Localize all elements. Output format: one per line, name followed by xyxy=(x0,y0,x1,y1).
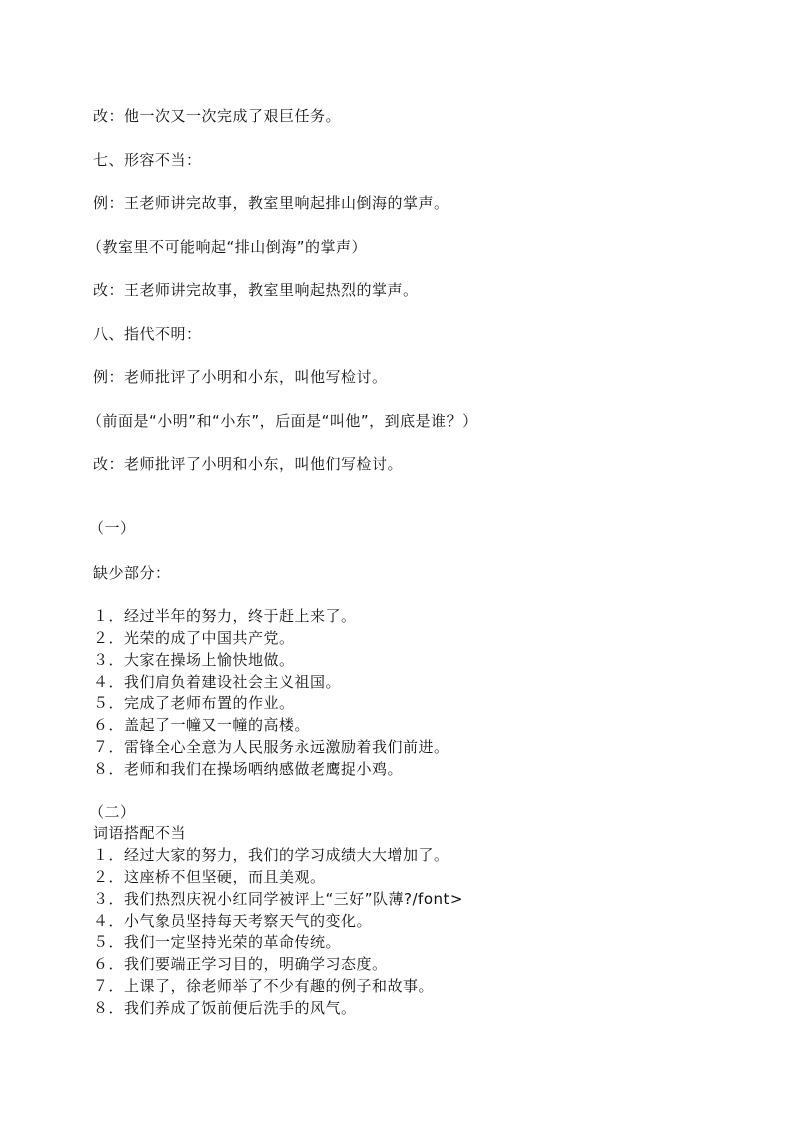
section-two-subtitle: 词语搭配不当 xyxy=(93,824,187,842)
list-item: ２．这座桥不但坚硬，而且美观。 xyxy=(93,868,326,886)
list-item: ３．大家在操场上愉快地做。 xyxy=(93,651,295,669)
list-item: ７．上课了，徐老师举了不少有趣的例子和故事。 xyxy=(93,977,435,995)
section-one-subtitle: 缺少部分： xyxy=(93,564,171,582)
list-item: ５．我们一定坚持光荣的革命传统。 xyxy=(93,933,342,951)
list-item: ６．我们要端正学习目的，明确学习态度。 xyxy=(93,955,388,973)
list-item: ２．光荣的成了中国共产党。 xyxy=(93,629,295,647)
revision-line: 改：他一次又一次完成了艰巨任务。 xyxy=(93,107,342,125)
section-one-title: （一） xyxy=(89,519,136,537)
note-line: （教室里不可能响起“排山倒海”的掌声） xyxy=(87,238,368,256)
revision-line: 改：老师批评了小明和小东，叫他们写检讨。 xyxy=(93,455,404,473)
section-two-title: （二） xyxy=(89,803,136,821)
list-item: １．经过大家的努力，我们的学习成绩大大增加了。 xyxy=(93,846,450,864)
list-item: ６．盖起了一幢又一幢的高楼。 xyxy=(93,716,311,734)
heading-eight: 八、指代不明： xyxy=(93,325,202,343)
list-item: ５．完成了老师布置的作业。 xyxy=(93,694,295,712)
example-line: 例：老师批评了小明和小东，叫他写检讨。 xyxy=(93,368,388,386)
list-item: ３．我们热烈庆祝小红同学被评上“三好”队薄?/font> xyxy=(93,890,463,908)
list-item: １．经过半年的努力，终于赶上来了。 xyxy=(93,607,357,625)
note-line: （前面是“小明”和“小东”，后面是“叫他”，到底是谁？） xyxy=(87,412,478,430)
list-item: ４．我们肩负着建设社会主义祖国。 xyxy=(93,673,342,691)
revision-line: 改：王老师讲完故事，教室里响起热烈的掌声。 xyxy=(93,281,419,299)
heading-seven: 七、形容不当： xyxy=(93,151,202,169)
list-item: ４．小气象员坚持每天考察天气的变化。 xyxy=(93,912,373,930)
list-item: ８．老师和我们在操场哂纳感做老鹰捉小鸡。 xyxy=(93,760,404,778)
list-item: ７．雷锋全心全意为人民服务永远激励着我们前进。 xyxy=(93,738,450,756)
list-item: ８．我们养成了饭前便后洗手的风气。 xyxy=(93,999,357,1017)
example-line: 例：王老师讲完故事，教室里响起排山倒海的掌声。 xyxy=(93,194,450,212)
